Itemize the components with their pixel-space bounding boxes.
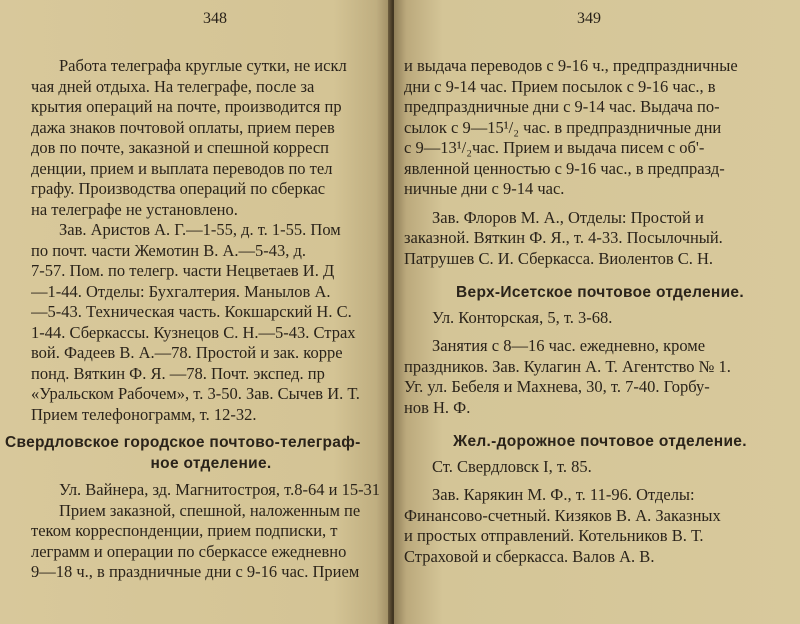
page-number-right: 349 [577, 10, 601, 27]
text-line: 7-57. Пом. по телегр. части Нецветаев И. Д [31, 261, 335, 280]
text-line: Работа телеграфа круглые сутки, не искл [59, 56, 347, 75]
spacer [404, 200, 796, 208]
text-line: понд. Вяткин Ф. Я. —78. Почт. экспед. пр [31, 363, 325, 383]
text-line: Зав. Карякин М. Ф., т. 11-96. Отделы: [432, 485, 695, 504]
section-heading: Свердловское городское почтово-телеграф- [5, 434, 361, 451]
text-line: дов по почте, заказной и спешной корресп [31, 138, 329, 157]
spacer [404, 418, 796, 432]
spacer [404, 477, 796, 485]
text-line: явленной ценностью с 9-16 час., в предпразд- [404, 158, 725, 178]
left-page-text [5, 56, 391, 583]
text-line: ничные дни с 9-14 час. [404, 179, 565, 198]
text-line: теком корреспонденции, прием подписки, т [31, 521, 338, 540]
text-line: предпраздничные дни с 9-14 час. Выдача по- [404, 97, 720, 116]
text-line: и выдача переводов с 9-16 ч., предпраздничные [404, 56, 738, 75]
text-line: чая дней отдыха. На телеграфе, после за [31, 76, 315, 96]
text-line: Ул. Вайнера, зд. Магнитостроя, т.8-64 и 15-31 [59, 480, 381, 499]
text-line: Уг. ул. Бебеля и Махнева, 30, т. 7-40. Горбу- [404, 377, 710, 396]
right-page [394, 0, 800, 624]
spacer [404, 269, 796, 283]
section-heading: Жел.-дорожное почтовое отделение. [453, 433, 747, 450]
text-line: «Уральском Рабочем», т. 3-50. Зав. Сычев И. Т. [31, 384, 360, 403]
text-line: графу. Производства операций по сберкас [31, 179, 326, 198]
text-line: Прием телефонограмм, т. 12-32. [31, 404, 257, 424]
text-line: Страховой и сберкасса. Валов А. В. [404, 546, 655, 566]
right-page-text [404, 56, 796, 567]
text-line: и простых отправлений. Котельников В. Т. [404, 526, 704, 545]
text-line: —1-44. Отделы: Бухгалтерия. Манылов А. [31, 281, 331, 301]
page-number-left: 348 [203, 10, 227, 27]
text-line: Патрушев С. И. Сберкасса. Виолентов С. Н. [404, 248, 714, 268]
text-line: по почт. части Жемотин В. А.—5-43, д. [31, 240, 307, 260]
text-line: денции, прием и выплата переводов по тел [31, 158, 333, 178]
spacer [404, 328, 796, 336]
text-line: —5-43. Техническая часть. Кокшарский Н. С. [31, 302, 352, 321]
left-page [0, 0, 392, 624]
text-line: Ст. Свердловск I, т. 85. [432, 456, 592, 476]
text-line: Финансово-счетный. Кизяков В. А. Заказных [404, 505, 721, 525]
text-line: заказной. Вяткин Ф. Я., т. 4-33. Посылочный. [404, 228, 723, 247]
text-line: на телеграфе не установлено. [31, 199, 238, 219]
text-line: сылок с 9—15¹/₂ час. в предпраздничные дни [404, 117, 722, 137]
text-line: 1-44. Сберкассы. Кузнецов С. Н.—5-43. Страх [31, 322, 356, 342]
text-line: нов Н. Ф. [404, 397, 471, 417]
spacer [31, 425, 391, 433]
text-line: Прием заказной, спешной, наложенным пе [59, 500, 361, 520]
text-line: крытия операций на почте, производится пр [31, 97, 342, 116]
text-line: вой. Фадеев В. А.—78. Простой и зак. корре [31, 343, 343, 362]
text-line: дажа знаков почтовой оплаты, прием перев [31, 117, 335, 137]
text-line: Зав. Аристов А. Г.—1-55, д. т. 1-55. Пом [59, 220, 341, 239]
section-heading: Верх-Исетское почтовое отделение. [456, 284, 744, 301]
text-line: с 9—13¹/₂час. Прием и выдача писем с об'- [404, 138, 705, 157]
text-line: 9—18 ч., в праздничные дни с 9-16 час. Прием [31, 562, 360, 581]
text-line: Ул. Конторская, 5, т. 3-68. [432, 307, 613, 327]
text-line: дни с 9-14 час. Прием посылок с 9-16 час., в [404, 76, 716, 96]
section-heading: ное отделение. [150, 454, 272, 472]
text-line: леграмм и операции по сберкассе ежедневно [31, 541, 347, 561]
text-line: Зав. Флоров М. А., Отделы: Простой и [432, 207, 704, 227]
text-line: праздников. Зав. Кулагин А. Т. Агентство № 1. [404, 356, 731, 376]
text-line: Занятия с 8—16 час. ежедневно, кроме [432, 336, 706, 355]
